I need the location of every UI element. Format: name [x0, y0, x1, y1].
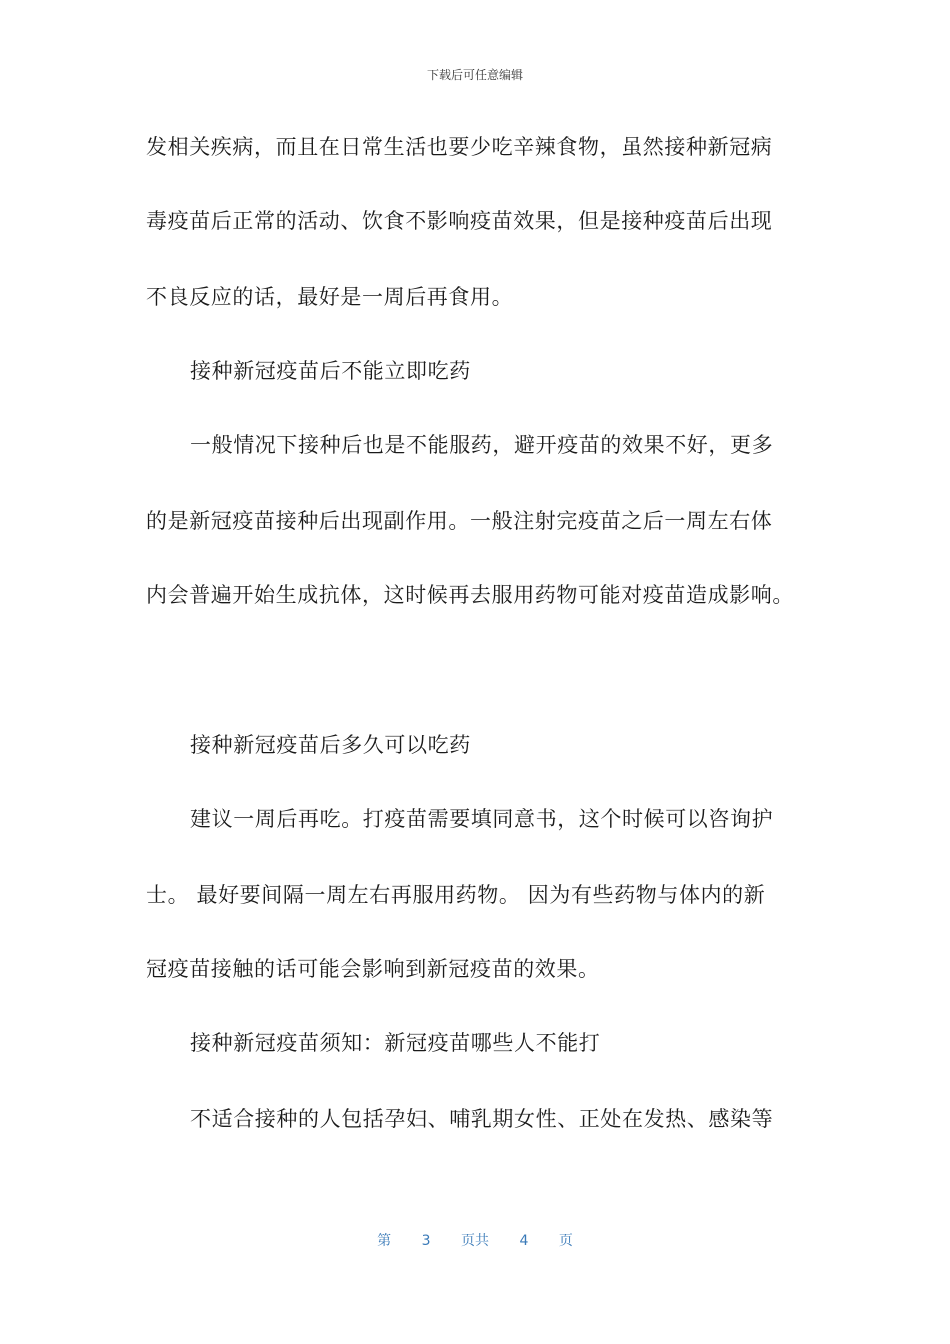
- body-text-line: 士。 最好要间隔一周左右再服用药物。 因为有些药物与体内的新: [146, 883, 766, 907]
- page-label-suffix: 页: [558, 1233, 573, 1249]
- body-text-line: 不适合接种的人包括孕妇、哺乳期女性、正处在发热、感染等: [190, 1107, 774, 1131]
- body-text-line: 冠疫苗接触的话可能会影响到新冠疫苗的效果。: [146, 957, 600, 981]
- section-heading: 接种新冠疫苗后不能立即吃药: [190, 359, 471, 383]
- total-pages-number: 4: [519, 1233, 529, 1249]
- page-label-mid: 页共: [461, 1233, 489, 1249]
- current-page-number: 3: [421, 1233, 431, 1249]
- page-footer: [0, 1230, 950, 1250]
- body-text-line: 发相关疾病，而且在日常生活也要少吃辛辣食物，虽然接种新冠病: [146, 135, 773, 159]
- body-text-line: 不良反应的话，最好是一周后再食用。: [146, 285, 514, 309]
- body-text-line: 建议一周后再吃。打疫苗需要填同意书，这个时候可以咨询护: [190, 807, 774, 831]
- body-text-line: 一般情况下接种后也是不能服药，避开疫苗的效果不好，更多: [190, 433, 774, 457]
- page-header: 下载后可任意编辑: [426, 68, 523, 82]
- body-text-line: 的是新冠疫苗接种后出现副作用。一般注射完疫苗之后一周左右体: [146, 509, 773, 533]
- section-heading: 接种新冠疫苗后多久可以吃药: [190, 733, 471, 757]
- page-label-prefix: 第: [377, 1233, 392, 1249]
- section-heading: 接种新冠疫苗须知：新冠疫苗哪些人不能打: [190, 1031, 601, 1055]
- body-text-line: 毒疫苗后正常的活动、饮食不影响疫苗效果，但是接种疫苗后出现: [146, 209, 773, 233]
- body-text-line: 内会普遍开始生成抗体，这时候再去服用药物可能对疫苗造成影响。: [146, 583, 794, 607]
